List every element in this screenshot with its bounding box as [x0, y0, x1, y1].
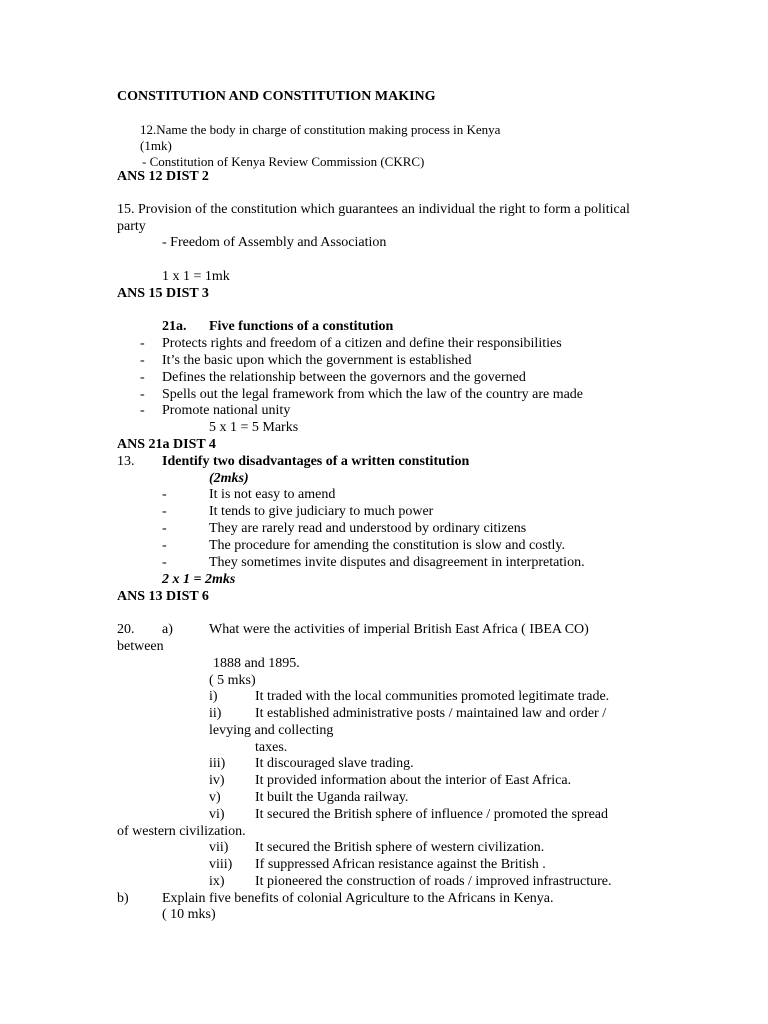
q20-number: 20.: [117, 622, 135, 637]
q12-marks: (1mk): [140, 138, 172, 153]
q12-question: 12.Name the body in charge of constitution making process in Kenya: [140, 122, 501, 137]
q13-item: It is not easy to amend: [209, 487, 336, 502]
list-item-dash: -: [162, 555, 167, 570]
q15-marks: 1 x 1 = 1mk: [162, 269, 230, 284]
q20-question-line2: between: [117, 639, 164, 654]
q20-item: It traded with the local communities promoted legitimate trade.: [255, 689, 610, 704]
q20-item-number: viii): [209, 857, 233, 872]
list-item-dash: -: [162, 538, 167, 553]
q21a-number: 21a.: [162, 319, 187, 334]
q15-question-line1: 15. Provision of the constitution which guarantees an individual the right to form a political: [117, 202, 630, 217]
page-title: CONSTITUTION AND CONSTITUTION MAKING: [117, 89, 436, 104]
q13-marks: (2mks): [209, 471, 249, 486]
q21a-ans-label: ANS 21a DIST 4: [117, 437, 216, 452]
q20-item: It pioneered the construction of roads / improved infrastructure.: [255, 874, 612, 889]
q21a-item: Protects rights and freedom of a citizen and define their responsibilities: [162, 336, 562, 351]
list-item-dash: -: [140, 353, 145, 368]
q20-item: It secured the British sphere of influence / promoted the spread: [255, 807, 608, 822]
q13-item: They are rarely read and understood by ordinary citizens: [209, 521, 527, 536]
q20-item: It secured the British sphere of western civilization.: [255, 840, 545, 855]
list-item-dash: -: [140, 370, 145, 385]
list-item-dash: -: [140, 336, 145, 351]
q20-item-continuation: taxes.: [255, 740, 288, 755]
q13-heading: Identify two disadvantages of a written constitution: [162, 454, 470, 469]
q13-number: 13.: [117, 454, 135, 469]
q13-item: They sometimes invite disputes and disagreement in interpretation.: [209, 555, 585, 570]
q21a-marks: 5 x 1 = 5 Marks: [209, 420, 299, 435]
q20-b-question: Explain five benefits of colonial Agriculture to the Africans in Kenya.: [162, 891, 554, 906]
q21a-item: It’s the basic upon which the government is established: [162, 353, 472, 368]
list-item-dash: -: [162, 487, 167, 502]
q13-item: It tends to give judiciary to much power: [209, 504, 434, 519]
list-item-dash: -: [162, 521, 167, 536]
q20-question-line3: 1888 and 1895.: [213, 656, 300, 671]
q21a-item: Spells out the legal framework from which the law of the country are made: [162, 387, 584, 402]
q20-part-a: a): [162, 622, 173, 637]
q20-item-number: i): [209, 689, 218, 704]
q20-part-b: b): [117, 891, 129, 906]
q13-ans-label: ANS 13 DIST 6: [117, 589, 209, 604]
q20-marks: ( 5 mks): [209, 673, 256, 688]
q20-item-number: ii): [209, 706, 222, 721]
q20-item-number: v): [209, 790, 221, 805]
q15-question-line2: party: [117, 219, 146, 234]
q20-item: It built the Uganda railway.: [255, 790, 409, 805]
q20-item: It discouraged slave trading.: [255, 756, 414, 771]
q20-item-number: ix): [209, 874, 225, 889]
q20-item: If suppressed African resistance against the British .: [255, 857, 546, 872]
q20-item-number: vi): [209, 807, 225, 822]
q12-answer: - Constitution of Kenya Review Commission (CKRC): [142, 154, 425, 169]
q21a-item: Defines the relationship between the governors and the governed: [162, 370, 526, 385]
q20-item: It established administrative posts / maintained law and order /: [255, 706, 607, 721]
q20-b-marks: ( 10 mks): [162, 907, 216, 922]
q15-ans-label: ANS 15 DIST 3: [117, 286, 209, 301]
list-item-dash: -: [162, 504, 167, 519]
q20-item-number: iv): [209, 773, 225, 788]
q20-question-line1: What were the activities of imperial British East Africa ( IBEA CO): [209, 622, 589, 637]
q21a-item: Promote national unity: [162, 403, 291, 418]
q13-item: The procedure for amending the constitution is slow and costly.: [209, 538, 566, 553]
q20-item-continuation: of western civilization.: [117, 824, 246, 839]
q15-answer: - Freedom of Assembly and Association: [162, 235, 387, 250]
q12-ans-label: ANS 12 DIST 2: [117, 169, 209, 184]
q20-item-number: vii): [209, 840, 229, 855]
list-item-dash: -: [140, 403, 145, 418]
q20-item: It provided information about the interior of East Africa.: [255, 773, 572, 788]
list-item-dash: -: [140, 387, 145, 402]
q20-item-number: iii): [209, 756, 226, 771]
q21a-heading: Five functions of a constitution: [209, 319, 394, 334]
q20-item-continuation: levying and collecting: [209, 723, 334, 738]
q13-total: 2 x 1 = 2mks: [162, 572, 236, 587]
